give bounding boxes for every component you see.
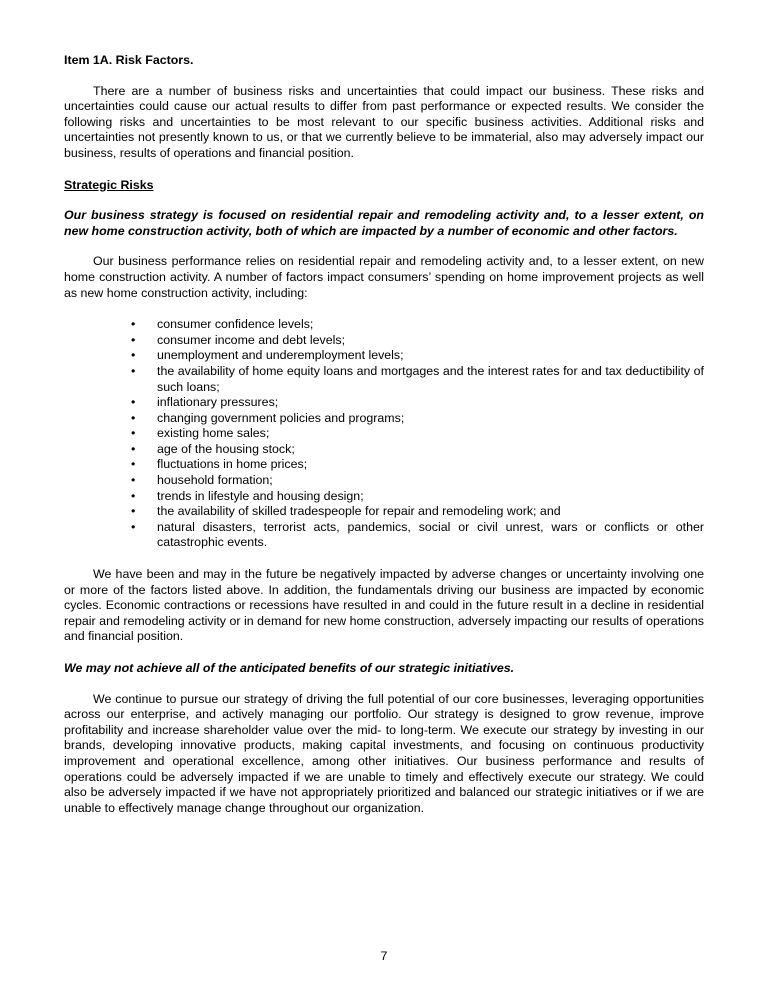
factor-bullet-item	[64, 411, 704, 427]
bullet-icon: •	[131, 410, 136, 425]
factor-bullet-text: fluctuations in home prices;	[157, 457, 308, 472]
factor-bullet-item	[64, 489, 704, 505]
factor-bullet-text: natural disasters, terrorist acts, pandemics, social or civil unrest, wars or conflicts or other catastrophic events.	[157, 519, 704, 550]
factor-bullet-item	[64, 473, 704, 489]
factor-bullet-text: the availability of skilled tradespeople for repair and remodeling work; and	[157, 504, 561, 519]
factor-bullet-item	[64, 426, 704, 442]
risk-title-business-strategy: Our business strategy is focused on residential repair and remodeling activity and, to a lesser extent, on new home construction activity, both of which are impacted by a number of economic and other factors.	[64, 208, 704, 238]
factor-bullet-text: trends in lifestyle and housing design;	[157, 488, 364, 503]
bullet-icon: •	[131, 363, 136, 378]
factor-bullet-item	[64, 364, 704, 395]
bullet-icon: •	[131, 519, 136, 534]
factor-bullet-item	[64, 348, 704, 364]
intro-paragraph: There are a number of business risks and uncertainties that could impact our business. These risks and uncertainties could cause our actual results to differ from past performance or expected results. We consider the following risks and uncertainties to be most relevant to our specific business activities. Additional risks and uncertainties not presently known to us, or that we currently believe to be immaterial, also may adversely impact our business, results of operations and financial position.	[64, 83, 704, 160]
factor-bullet-text: inflationary pressures;	[157, 395, 279, 410]
factor-bullet-text: age of the housing stock;	[157, 441, 295, 456]
factor-bullet-item	[64, 333, 704, 349]
risk1-paragraph-2: We have been and may in the future be negatively impacted by adverse changes or uncertainty involving one or more of the factors listed above. In addition, the fundamentals driving our business are impacted by economic cycles. Economic contractions or recessions have resulted in and could in the future result in a decline in residential repair and remodeling activity or in demand for new home construction, adversely impacting our results of operations and financial position.	[64, 567, 704, 644]
bullet-icon: •	[131, 332, 136, 347]
section-heading-strategic-risks: Strategic Risks	[64, 177, 154, 192]
bullet-icon: •	[131, 441, 136, 456]
bullet-icon: •	[131, 473, 136, 488]
document-page	[64, 53, 704, 832]
bullet-icon: •	[131, 504, 136, 519]
risk-title-strategic-initiatives: We may not achieve all of the anticipated benefits of our strategic initiatives.	[64, 661, 515, 675]
factor-bullet-text: unemployment and underemployment levels;	[157, 348, 404, 363]
page-number: 7	[380, 949, 388, 963]
risk2-paragraph-1: We continue to pursue our strategy of driving the full potential of our core businesses, leveraging opportunities across our enterprise, and actively managing our portfolio. Our strategy is designed to grow revenue, improve profitability and increase shareholder value over the mid- to long-term. We execute our strategy by investing in our brands, developing innovative products, making capital investments, and focusing on continuous productivity improvement and operational excellence, among other initiatives. Our business performance and results of operations could be adversely impacted if we are unable to timely and effectively execute our strategy. We could also be adversely impacted if we have not appropriately prioritized and balanced our strategic initiatives or if we are unable to effectively manage change throughout our organization.	[64, 691, 704, 815]
bullet-icon: •	[131, 488, 136, 503]
factor-bullet-text: the availability of home equity loans and mortgages and the interest rates for and tax deductibility of such loans;	[157, 363, 704, 394]
bullet-icon: •	[131, 348, 136, 363]
factor-bullet-text: changing government policies and programs;	[157, 410, 405, 425]
factor-bullet-text: consumer income and debt levels;	[157, 332, 346, 347]
factor-bullet-list	[64, 317, 704, 551]
item-heading: Item 1A. Risk Factors.	[64, 53, 194, 67]
factor-bullet-item	[64, 442, 704, 458]
bullet-icon: •	[131, 317, 136, 332]
risk1-paragraph-1: Our business performance relies on residential repair and remodeling activity and, to a lesser extent, on new home construction activity. A number of factors impact consumers’ spending on home improvement projects as well as new home construction activity, including:	[64, 254, 704, 300]
bullet-icon: •	[131, 395, 136, 410]
factor-bullet-text: existing home sales;	[157, 426, 270, 441]
factor-bullet-item	[64, 317, 704, 333]
factor-bullet-item	[64, 504, 704, 520]
factor-bullet-item	[64, 520, 704, 551]
factor-bullet-item	[64, 457, 704, 473]
bullet-icon: •	[131, 426, 136, 441]
factor-bullet-text: household formation;	[157, 473, 273, 488]
factor-bullet-text: consumer confidence levels;	[157, 317, 314, 332]
factor-bullet-item	[64, 395, 704, 411]
bullet-icon: •	[131, 457, 136, 472]
